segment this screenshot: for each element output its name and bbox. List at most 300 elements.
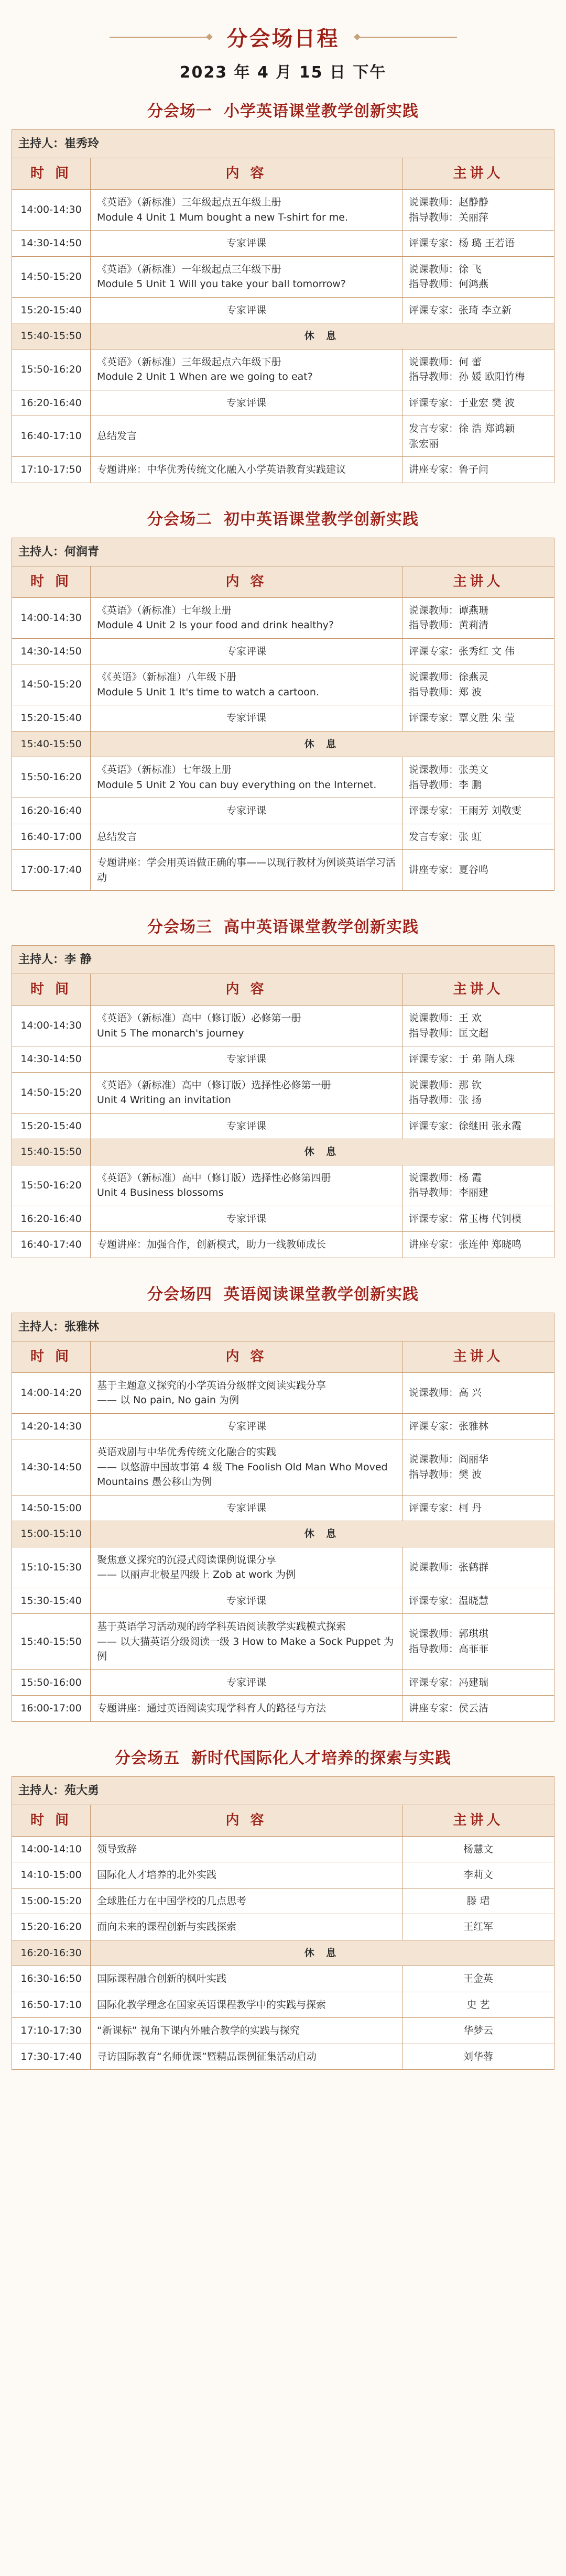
speaker-cell (402, 1588, 554, 1614)
schedule-row (12, 1992, 554, 2018)
content-line: 专家评课 (226, 1595, 266, 1607)
content-line: 面向未来的课程创新与实践探索 (97, 1921, 237, 1933)
speaker-cell (402, 850, 554, 891)
speaker-line: 指导教师：何鸿燕 (409, 278, 489, 290)
date-line: 2023 年 4 月 15 日 下午 (179, 63, 387, 82)
speaker-line: 指导教师：匡文超 (409, 1027, 489, 1039)
time-cell: 15:50-16:20 (12, 757, 91, 798)
speaker-line: 说课教师：王 欢 (409, 1012, 482, 1024)
time-cell: 15:20-15:40 (12, 297, 91, 323)
schedule-row (12, 757, 554, 798)
speaker-cell (402, 1547, 554, 1588)
speaker-line: 评课专家：于 弟 隋人珠 (409, 1053, 515, 1065)
column-header-speaker: 主讲人 (402, 1805, 554, 1836)
content-line: 国际课程融合创新的枫叶实践 (97, 1973, 227, 1984)
column-header-content: 内 容 (91, 1341, 402, 1372)
content-line: 总结发言 (97, 831, 137, 843)
time-cell: 16:20-16:30 (12, 1940, 91, 1966)
content-cell (91, 190, 402, 231)
content-cell (91, 1588, 402, 1614)
content-line: 《英语》（新标准）七年级上册 (97, 604, 232, 616)
break-text: 休 息 (304, 1947, 341, 1959)
speaker-cell (402, 1113, 554, 1139)
content-cell (91, 1206, 402, 1232)
content-line: 专家评课 (226, 1120, 266, 1132)
content-cell (91, 1113, 402, 1139)
schedule-row (12, 1547, 554, 1588)
schedule-row (12, 457, 554, 483)
schedule-table (12, 538, 554, 891)
schedule-row (12, 1165, 554, 1206)
content-cell (91, 2044, 402, 2070)
time-cell: 15:40-15:50 (12, 1614, 91, 1670)
content-cell (91, 798, 402, 824)
content-line: Module 5 Unit 1 It's time to watch a cartoon. (97, 686, 319, 698)
session-block (12, 1745, 554, 2070)
schedule-row (12, 824, 554, 850)
content-cell (91, 1232, 402, 1258)
speaker-line: 评课专家：张秀红 文 伟 (409, 645, 515, 657)
content-line: 专家评课 (226, 645, 266, 657)
schedule-row (12, 416, 554, 457)
column-header-row (12, 1341, 554, 1372)
speaker-cell (402, 2044, 554, 2070)
schedule-row (12, 1862, 554, 1889)
session-name: 分会场五 (115, 1749, 180, 1767)
schedule-row (12, 1113, 554, 1139)
speaker-cell (402, 757, 554, 798)
speaker-line: 说课教师：张鹤群 (409, 1561, 489, 1573)
session-title (12, 1745, 554, 1768)
speaker-line: 讲座专家：夏谷鸣 (409, 864, 489, 876)
time-cell: 15:50-16:20 (12, 349, 91, 390)
content-line: 总结发言 (97, 430, 137, 442)
content-line: 《英语》（新标准）高中（修订版）选择性必修第四册 (97, 1172, 331, 1184)
speaker-line: 说课教师：郭琪琪 (409, 1628, 489, 1640)
session-topic: 小学英语课堂教学创新实践 (224, 102, 419, 121)
time-cell: 14:00-14:30 (12, 597, 91, 638)
time-cell: 14:50-15:00 (12, 1495, 91, 1521)
content-line: 专家评课 (226, 1502, 266, 1514)
speaker-cell (402, 349, 554, 390)
speaker-line: 评课专家：徐继田 张永霞 (409, 1120, 522, 1132)
time-cell: 14:50-15:20 (12, 256, 91, 297)
column-header-content: 内 容 (91, 1805, 402, 1836)
time-cell: 16:30-16:50 (12, 1966, 91, 1992)
speaker-cell (402, 457, 554, 483)
content-cell (91, 1547, 402, 1588)
host-row (12, 130, 554, 158)
schedule-row (12, 597, 554, 638)
content-line: 专家评课 (226, 1420, 266, 1432)
content-cell (91, 457, 402, 483)
speaker-line: 滕 珺 (466, 1895, 490, 1907)
speaker-cell (402, 1165, 554, 1206)
content-cell (91, 597, 402, 638)
schedule-table (12, 1313, 554, 1722)
speaker-line: 说课教师：谭燕珊 (409, 604, 489, 616)
content-line: 专家评课 (226, 712, 266, 724)
speaker-line: 王金英 (463, 1973, 493, 1984)
time-cell: 15:00-15:10 (12, 1521, 91, 1547)
content-cell (91, 1614, 402, 1670)
content-line: —— 以悠游中国故事第 4 级 The Foolish Old Man Who Moved Mountains 愚公移山为例 (97, 1461, 388, 1488)
speaker-line: 评课专家：张琦 李立新 (409, 304, 512, 316)
speaker-line: 指导教师：高菲菲 (409, 1643, 489, 1655)
time-cell: 16:20-16:40 (12, 390, 91, 416)
content-cell (91, 824, 402, 850)
speaker-line: 评课专家：覃文胜 朱 莹 (409, 712, 515, 724)
content-line: 国际化教学理念在国家英语课程教学中的实践与探索 (97, 1999, 326, 2011)
schedule-row (12, 190, 554, 231)
speaker-line: 发言专家：徐 浩 郑鸿颖 (409, 423, 515, 434)
content-cell (91, 1046, 402, 1073)
time-cell: 15:30-15:40 (12, 1588, 91, 1614)
time-cell: 14:20-14:30 (12, 1413, 91, 1439)
content-cell (91, 1992, 402, 2018)
content-cell (91, 664, 402, 705)
schedule-row (12, 2018, 554, 2044)
content-cell (91, 1372, 402, 1413)
content-line: Module 4 Unit 1 Mum bought a new T-shirt for me. (97, 211, 349, 223)
column-header-speaker: 主讲人 (402, 974, 554, 1006)
session-name: 分会场三 (147, 918, 212, 936)
time-cell: 15:10-15:30 (12, 1547, 91, 1588)
column-header-content: 内 容 (91, 566, 402, 597)
page-title: 分会场日程 (226, 27, 340, 51)
title-decoration-left (110, 37, 209, 38)
time-cell: 14:30-14:50 (12, 1439, 91, 1496)
content-line: 专家评课 (226, 1676, 266, 1688)
time-cell: 17:10-17:50 (12, 457, 91, 483)
content-line: 全球胜任力在中国学校的几点思考 (97, 1895, 247, 1907)
time-cell: 17:00-17:40 (12, 850, 91, 891)
content-cell (91, 1006, 402, 1046)
title-row (0, 22, 566, 52)
schedule-row (12, 1696, 554, 1722)
speaker-cell (402, 416, 554, 457)
speaker-line: 说课教师：张美文 (409, 764, 489, 776)
break-row (12, 1139, 554, 1165)
schedule-row (12, 664, 554, 705)
time-cell: 14:00-14:30 (12, 1006, 91, 1046)
schedule-row (12, 1413, 554, 1439)
speaker-cell (402, 2018, 554, 2044)
content-cell (91, 1072, 402, 1113)
time-cell: 14:30-14:50 (12, 1046, 91, 1073)
speaker-line: 说课教师：何 蕾 (409, 356, 482, 368)
speaker-cell (402, 256, 554, 297)
column-header-content: 内 容 (91, 974, 402, 1006)
time-cell: 15:50-16:00 (12, 1669, 91, 1696)
schedule-row (12, 638, 554, 664)
content-cell (91, 850, 402, 891)
time-cell: 14:50-15:20 (12, 664, 91, 705)
speaker-line: 指导教师：关丽萍 (409, 211, 489, 223)
break-label (91, 1940, 554, 1966)
session-block (12, 914, 554, 1258)
time-cell: 15:50-16:20 (12, 1165, 91, 1206)
time-cell: 16:40-17:10 (12, 416, 91, 457)
speaker-line: 说课教师：那 钦 (409, 1079, 482, 1091)
host-name: 主持人：苑大勇 (12, 1776, 554, 1805)
break-row (12, 1940, 554, 1966)
content-line: 寻访国际教育“名师优课”暨精品课例征集活动启动 (97, 2050, 317, 2062)
speaker-cell (402, 1966, 554, 1992)
host-row (12, 538, 554, 566)
schedule-row (12, 1914, 554, 1940)
session-block (12, 1281, 554, 1722)
column-header-row (12, 1805, 554, 1836)
speaker-cell (402, 705, 554, 732)
schedule-row (12, 705, 554, 732)
schedule-row (12, 390, 554, 416)
content-cell (91, 1888, 402, 1914)
session-block (12, 506, 554, 891)
break-label (91, 323, 554, 350)
session-title (12, 1281, 554, 1304)
speaker-line: 说课教师：杨 霞 (409, 1172, 482, 1184)
content-line: 《英语》（新标准）高中（修订版）选择性必修第一册 (97, 1079, 331, 1091)
speaker-line: 指导教师：黄莉清 (409, 619, 489, 631)
session-name: 分会场四 (147, 1285, 212, 1304)
content-line: 《《英语》（新标准）八年级下册 (97, 671, 237, 683)
schedule-row (12, 850, 554, 891)
speaker-line: 发言专家：张 虹 (409, 831, 482, 843)
column-header-time: 时 间 (12, 158, 91, 190)
content-line: 领导致辞 (97, 1843, 137, 1855)
content-cell (91, 1495, 402, 1521)
speaker-line: 华梦云 (463, 2025, 493, 2036)
session-title (12, 914, 554, 937)
time-cell: 15:20-15:40 (12, 705, 91, 732)
break-text: 休 息 (304, 1146, 341, 1158)
content-cell (91, 390, 402, 416)
content-line: Module 4 Unit 2 Is your food and drink healthy? (97, 619, 334, 631)
schedule-row (12, 1588, 554, 1614)
schedule-row (12, 1232, 554, 1258)
content-line: “新课标” 视角下课内外融合教学的实践与探究 (97, 2025, 300, 2036)
speaker-line: 杨慧文 (463, 1843, 493, 1855)
host-row (12, 1776, 554, 1805)
speaker-cell (402, 1836, 554, 1862)
speaker-line: 说课教师：徐 飞 (409, 263, 482, 275)
speaker-cell (402, 1006, 554, 1046)
host-name: 主持人：何润青 (12, 538, 554, 566)
speaker-cell (402, 597, 554, 638)
break-label (91, 1139, 554, 1165)
content-line: 专家评课 (226, 1213, 266, 1225)
content-line: 国际化人才培养的北外实践 (97, 1869, 217, 1881)
content-line: 专家评课 (226, 304, 266, 316)
schedule-row (12, 1439, 554, 1496)
column-header-row (12, 566, 554, 597)
column-header-content: 内 容 (91, 158, 402, 190)
column-header-speaker: 主讲人 (402, 566, 554, 597)
speaker-cell (402, 824, 554, 850)
content-line: 专家评课 (226, 237, 266, 249)
break-row (12, 731, 554, 757)
content-cell (91, 297, 402, 323)
break-text: 休 息 (304, 738, 341, 750)
schedule-row (12, 1495, 554, 1521)
schedule-row (12, 1669, 554, 1696)
session-topic: 新时代国际化人才培养的探索与实践 (191, 1749, 451, 1767)
content-line: Module 5 Unit 2 You can buy everything on the Internet. (97, 779, 377, 791)
speaker-line: 评课专家：王雨芳 刘敬雯 (409, 805, 522, 816)
column-header-time: 时 间 (12, 1341, 91, 1372)
session-title (12, 506, 554, 529)
session-topic: 高中英语课堂教学创新实践 (224, 918, 419, 936)
time-cell: 16:00-17:00 (12, 1696, 91, 1722)
content-cell (91, 231, 402, 257)
speaker-line: 史 艺 (466, 1999, 490, 2011)
content-line: 《英语》（新标准）七年级上册 (97, 764, 232, 776)
time-cell: 16:50-17:10 (12, 1992, 91, 2018)
speaker-line: 刘华蓉 (463, 2050, 493, 2062)
content-line: 基于主题意义探究的小学英语分级群文阅读实践分享 (97, 1379, 326, 1391)
speaker-line: 评课专家：杨 璐 王若语 (409, 237, 515, 249)
content-cell (91, 2018, 402, 2044)
content-line: 《英语》（新标准）一年级起点三年级下册 (97, 263, 281, 275)
time-cell: 14:00-14:10 (12, 1836, 91, 1862)
speaker-line: 指导教师：樊 波 (409, 1468, 482, 1480)
content-line: Module 2 Unit 1 When are we going to eat? (97, 371, 313, 383)
speaker-cell (402, 190, 554, 231)
speaker-line: 评课专家：常玉梅 代钊模 (409, 1213, 522, 1225)
schedule-row (12, 1372, 554, 1413)
time-cell: 17:30-17:40 (12, 2044, 91, 2070)
content-cell (91, 1966, 402, 1992)
speaker-cell (402, 798, 554, 824)
schedule-row (12, 1614, 554, 1670)
content-cell (91, 1413, 402, 1439)
speaker-cell (402, 1992, 554, 2018)
session-title (12, 98, 554, 121)
schedule-row (12, 1966, 554, 1992)
break-text: 休 息 (304, 330, 341, 342)
speaker-cell (402, 1495, 554, 1521)
time-cell: 16:40-17:00 (12, 824, 91, 850)
content-line: 《英语》（新标准）三年级起点六年级下册 (97, 356, 281, 368)
content-cell (91, 416, 402, 457)
content-line: —— 以大猫英语分级阅读一级 3 How to Make a Sock Puppet 为例 (97, 1635, 394, 1662)
speaker-cell (402, 1862, 554, 1889)
host-name: 主持人：崔秀玲 (12, 130, 554, 158)
speaker-cell (402, 1914, 554, 1940)
speaker-line: 说课教师：高 兴 (409, 1387, 482, 1399)
content-line: Module 5 Unit 1 Will you take your ball tomorrow? (97, 278, 346, 290)
schedule-row (12, 1206, 554, 1232)
speaker-line: 说课教师：赵静静 (409, 197, 489, 208)
content-line: Unit 4 Business blossoms (97, 1187, 224, 1198)
content-cell (91, 349, 402, 390)
speaker-cell (402, 1206, 554, 1232)
content-line: —— 以 No pain, No gain 为例 (97, 1394, 240, 1406)
page-header (0, 0, 566, 98)
content-cell (91, 705, 402, 732)
column-header-time: 时 间 (12, 974, 91, 1006)
content-cell (91, 1696, 402, 1722)
break-label (91, 731, 554, 757)
speaker-cell (402, 1614, 554, 1670)
break-text: 休 息 (304, 1528, 341, 1540)
column-header-time: 时 间 (12, 1805, 91, 1836)
schedule-table (12, 129, 554, 483)
time-cell: 16:20-16:40 (12, 798, 91, 824)
speaker-line: 讲座专家：张连仲 郑晓鸣 (409, 1239, 522, 1250)
speaker-cell (402, 1669, 554, 1696)
schedule-row (12, 1888, 554, 1914)
time-cell: 17:10-17:30 (12, 2018, 91, 2044)
session-name: 分会场一 (147, 102, 212, 121)
break-label (91, 1521, 554, 1547)
speaker-line: 王红军 (463, 1921, 493, 1933)
time-cell: 14:00-14:30 (12, 190, 91, 231)
content-line: Unit 4 Writing an invitation (97, 1094, 231, 1106)
content-line: 专题讲座：通过英语阅读实现学科育人的路径与方法 (97, 1702, 326, 1714)
speaker-cell (402, 1696, 554, 1722)
column-header-speaker: 主讲人 (402, 158, 554, 190)
column-header-row (12, 158, 554, 190)
speaker-line: 评课专家：冯建瑞 (409, 1676, 489, 1688)
session-topic: 初中英语课堂教学创新实践 (224, 510, 419, 529)
speaker-line: 指导教师：李丽建 (409, 1187, 489, 1198)
time-cell: 15:40-15:50 (12, 1139, 91, 1165)
content-line: —— 以丽声北极星四级上 Zob at work 为例 (97, 1569, 296, 1580)
content-line: 专家评课 (226, 1053, 266, 1065)
column-header-speaker: 主讲人 (402, 1341, 554, 1372)
host-row (12, 1313, 554, 1341)
speaker-cell (402, 1232, 554, 1258)
speaker-line: 讲座专家：鲁子问 (409, 464, 489, 475)
speaker-line: 说课教师：阎丽华 (409, 1454, 489, 1466)
speaker-cell (402, 1372, 554, 1413)
title-decoration-right (357, 37, 457, 38)
content-cell (91, 1914, 402, 1940)
schedule-row (12, 798, 554, 824)
content-cell (91, 757, 402, 798)
speaker-cell (402, 1046, 554, 1073)
schedule-row (12, 231, 554, 257)
schedule-row (12, 349, 554, 390)
time-cell: 15:00-15:20 (12, 1888, 91, 1914)
content-cell (91, 1165, 402, 1206)
speaker-line: 李莉文 (463, 1869, 493, 1881)
schedule-row (12, 256, 554, 297)
time-cell: 15:20-15:40 (12, 1113, 91, 1139)
session-topic: 英语阅读课堂教学创新实践 (224, 1285, 419, 1304)
time-cell: 14:00-14:20 (12, 1372, 91, 1413)
time-cell: 14:30-14:50 (12, 231, 91, 257)
speaker-cell (402, 390, 554, 416)
speaker-cell (402, 664, 554, 705)
content-line: 《英语》（新标准）三年级起点五年级上册 (97, 197, 281, 208)
content-line: 专家评课 (226, 805, 266, 816)
schedule-row (12, 297, 554, 323)
speaker-cell (402, 1072, 554, 1113)
speaker-cell (402, 231, 554, 257)
content-cell (91, 638, 402, 664)
schedule-table (12, 945, 554, 1258)
content-cell (91, 1862, 402, 1889)
time-cell: 14:10-15:00 (12, 1862, 91, 1889)
speaker-line: 评课专家：温晓慧 (409, 1595, 489, 1607)
speaker-cell (402, 638, 554, 664)
content-cell (91, 1836, 402, 1862)
speaker-line: 评课专家：张雅林 (409, 1420, 489, 1432)
time-cell: 15:40-15:50 (12, 323, 91, 350)
